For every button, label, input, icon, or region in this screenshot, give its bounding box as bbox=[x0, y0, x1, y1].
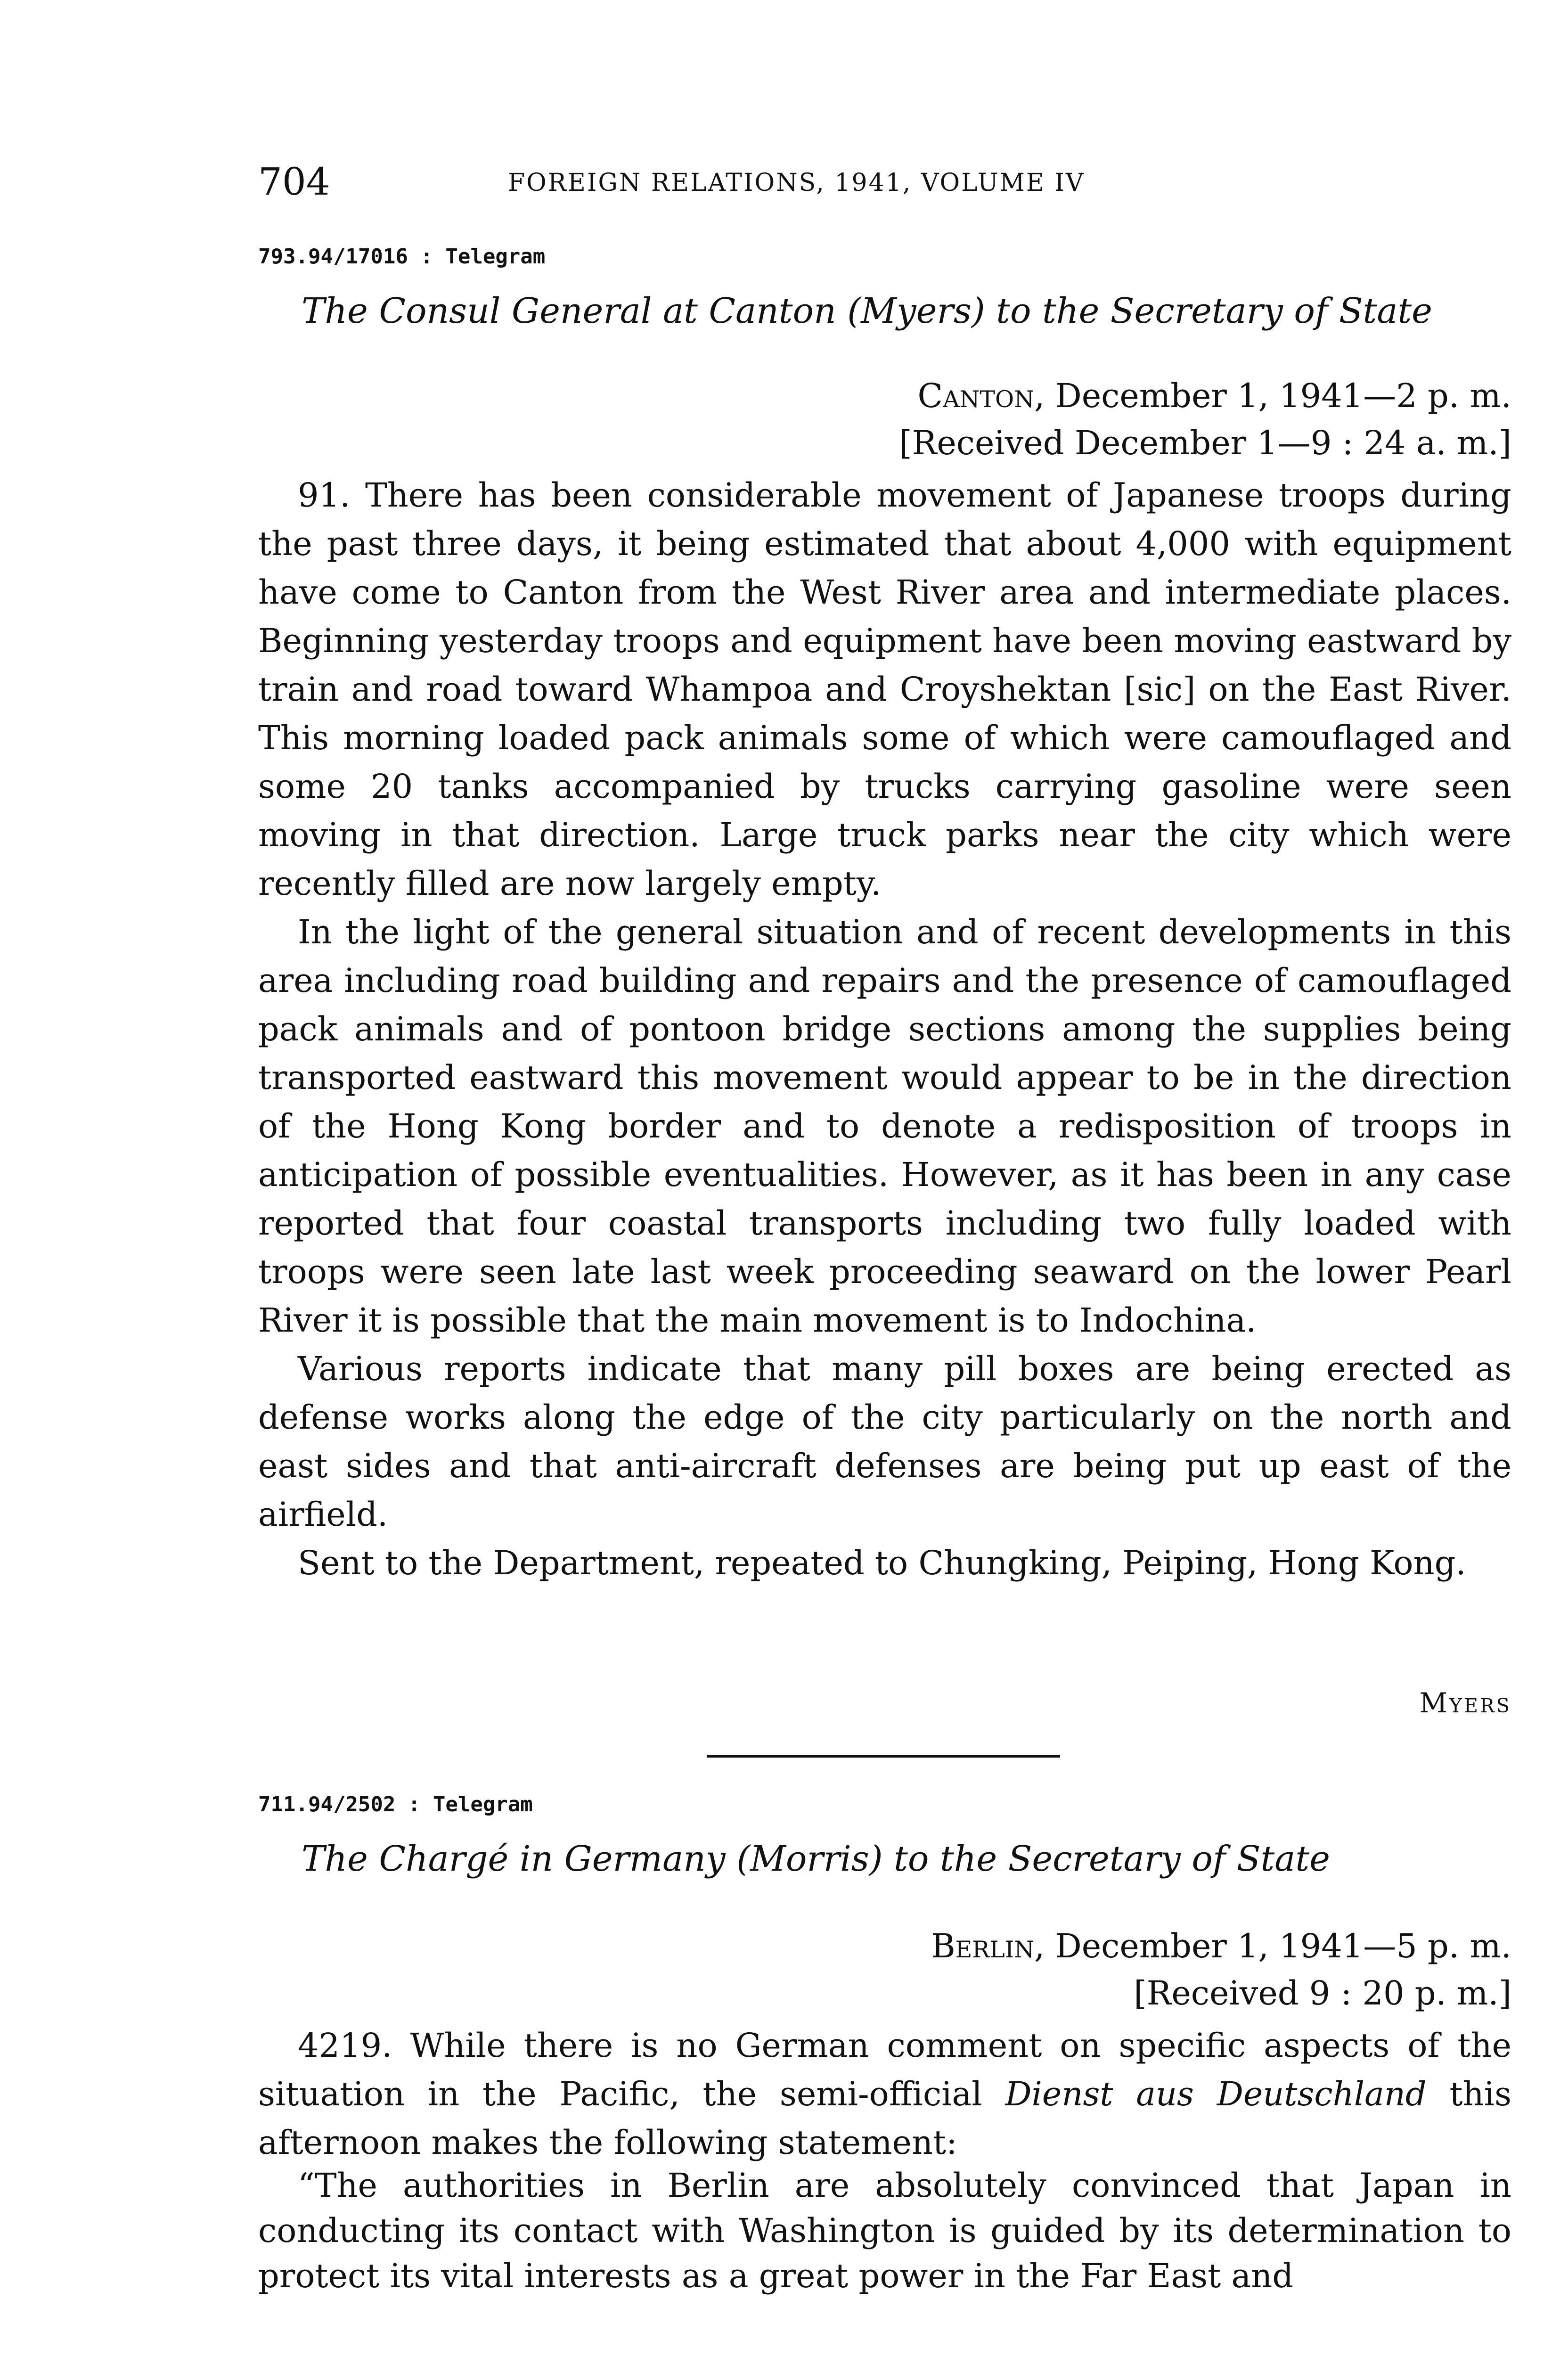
section-divider bbox=[707, 1755, 1060, 1758]
doc2-dateline bbox=[931, 1922, 1511, 1970]
running-head: FOREIGN RELATIONS, 1941, VOLUME IV bbox=[508, 169, 1085, 197]
doc1-received: [Received December 1—9 : 24 a. m.] bbox=[899, 424, 1511, 462]
doc2-quote-text: “The authorities in Berlin are absolutely convinced that Japan in conducting its contact with Washington is guided by its determination to protect its vital interests as a great power in the Far East and bbox=[258, 2166, 1511, 2295]
doc2-place: Berlin bbox=[931, 1927, 1035, 1965]
doc2-received: [Received 9 : 20 p. m.] bbox=[1134, 1974, 1511, 2012]
doc2-body bbox=[258, 2021, 1511, 2167]
doc1-signature: Myers bbox=[1419, 1687, 1511, 1719]
page-header bbox=[258, 158, 1511, 215]
page-number: 704 bbox=[258, 160, 330, 204]
doc1-title: The Consul General at Canton (Myers) to the Secretary of State bbox=[302, 291, 1432, 331]
doc2-reference: 711.94/2502 : Telegram bbox=[258, 1792, 533, 1816]
doc2-paragraph bbox=[258, 2021, 1511, 2167]
doc1-date: , December 1, 1941—2 p. m. bbox=[1034, 376, 1511, 415]
doc1-dateline bbox=[918, 372, 1511, 419]
doc1-paragraph: Various reports indicate that many pill boxes are being erected as defense works along the edge of the city particularly on the north and east sides and that anti-aircraft defenses are being put up east of the airfield. bbox=[258, 1350, 1511, 1534]
doc2-paragraph-tail: this afternoon makes the following statement: bbox=[258, 2075, 1511, 2162]
doc1-reference: 793.94/17016 : Telegram bbox=[258, 245, 546, 269]
doc2-date: , December 1, 1941—5 p. m. bbox=[1034, 1927, 1511, 1965]
doc1-paragraph: Sent to the Department, repeated to Chungking, Peiping, Hong Kong. bbox=[298, 1544, 1466, 1582]
doc1-paragraph: In the light of the general situation and of recent developments in this area including road building and repairs and the presence of camouflaged pack animals and of pontoon bridge sections among the supplies being transported eastward this movement would appear to be in the direction of the Hong Kong border and to denote a redisposition of troops in anticipation of possible eventualities. However, as it has been in any case reported that four coastal transports including two fully loaded with troops were seen late last week proceeding seaward on the lower Pearl River it is possible that the main movement is to Indochina. bbox=[258, 913, 1511, 1340]
doc1-place: Canton bbox=[917, 376, 1035, 415]
doc2-paragraph-italic: Dienst aus Deutschland bbox=[1005, 2075, 1427, 2113]
doc1-body bbox=[258, 471, 1511, 1587]
doc2-quote bbox=[258, 2163, 1511, 2299]
doc1-paragraph: 91. There has been considerable movement of Japanese troops during the past three days, it being estimated that about 4,000 with equipment have come to Canton from the West River area and intermediate places. Beginning yesterday troops and equipment have been moving eastward by train and road toward Whampoa and Croyshektan [sic] on the East River. This morning loaded pack animals some of which were camouflaged and some 20 tanks accompanied by trucks carrying gasoline were seen moving in that direction. Large truck parks near the city which were recently filled are now largely empty. bbox=[258, 476, 1511, 903]
doc2-title: The Chargé in Germany (Morris) to the Secretary of State bbox=[302, 1839, 1330, 1879]
doc2-paragraph-lead: 4219. While there is no German comment on specific aspects of the situation in the Pacific, the semi-official bbox=[258, 2026, 1511, 2113]
